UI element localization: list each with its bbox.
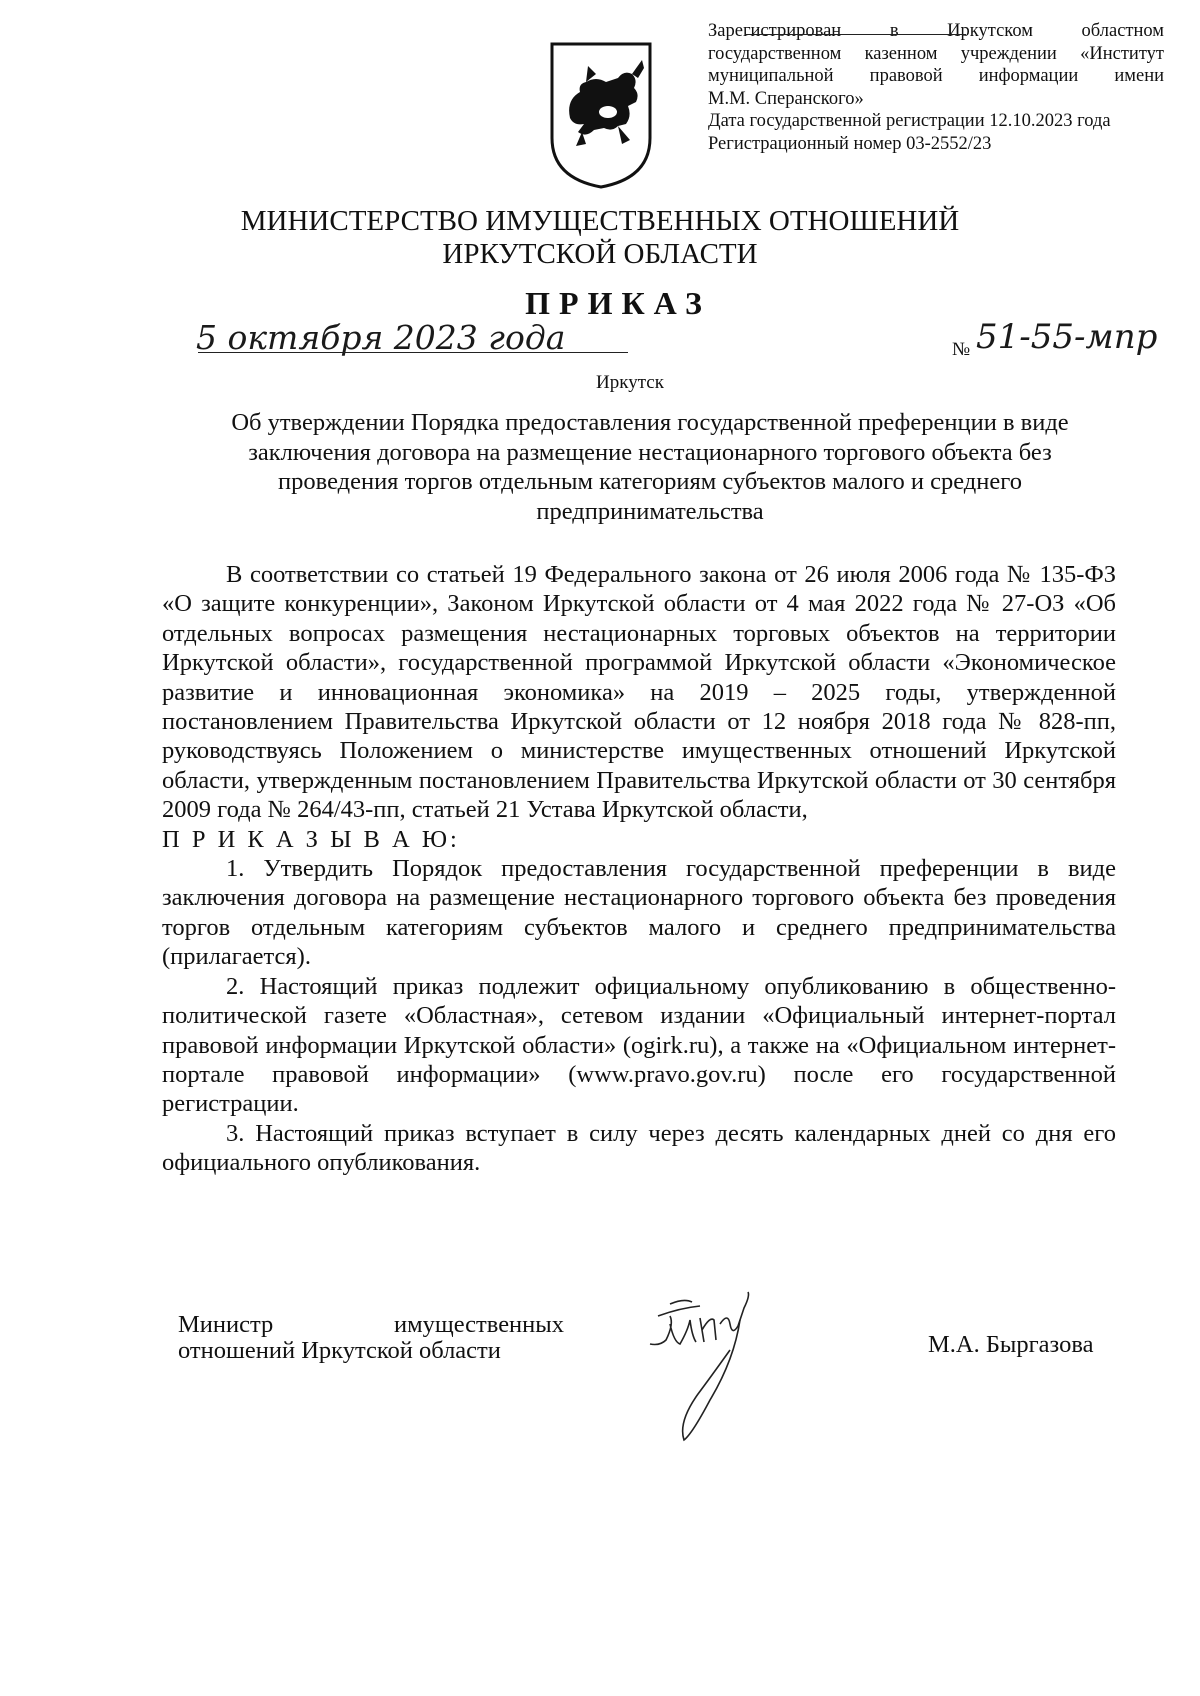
- order-item-2: 2. Настоящий приказ подлежит официальному опубликованию в общественно-политической газете «Областная», сетевом издании «Официальный интернет-портал правовой информации Иркутской области» (ogirk.ru), а также на «Официальном интернет-портале правовой информации» (www.pravo.gov.ru) после его государственной регистрации.: [162, 972, 1116, 1118]
- handwritten-signature-icon: [640, 1290, 800, 1458]
- registration-rule: [746, 34, 966, 35]
- signatory-name: М.А. Быргазова: [928, 1331, 1094, 1358]
- date-underline: [198, 352, 628, 353]
- number-label: №: [952, 339, 971, 360]
- order-subject: Об утверждении Порядка предоставления государственной преференции в виде заключения договора на размещение нестационарного торгового объекта без проведения торгов отдельным категориям субъектов малого и среднего предпринимательства: [231, 409, 1069, 525]
- order-title: ПРИКАЗ: [525, 285, 711, 321]
- order-item-1: 1. Утвердить Порядок предоставления государственной преференции в виде заключения договора на размещение нестационарного торгового объекта без проведения торгов отдельным категориям субъектов малого и среднего предпринимательства (прилагается).: [162, 855, 1116, 971]
- registration-line: Регистрационный номер 03-2552/23: [708, 133, 992, 154]
- registration-line: государственном казенном учреждении «Институт: [708, 43, 1164, 64]
- order-directive-word: П Р И К А З Ы В А Ю:: [162, 825, 460, 853]
- ministry-line: МИНИСТЕРСТВО ИМУЩЕСТВЕННЫХ ОТНОШЕНИЙ: [240, 205, 960, 237]
- order-body: [162, 560, 1116, 1178]
- registration-line: муниципальной правовой информации имени: [708, 66, 1164, 86]
- registration-line: Зарегистрирован в Иркутском областном: [708, 21, 1164, 41]
- signatory-title: [178, 1312, 564, 1364]
- ministry-name: [0, 205, 1200, 271]
- preamble-paragraph: В соответствии со статьей 19 Федерального закона от 26 июля 2006 года № 135-ФЗ «О защите конкуренции», Законом Иркутской области от 4 мая 2022 года № 27-ОЗ «Об отдельных вопросах размещения нестационарных торговых объектов на территории Иркутской области», государственной программой Иркутской области «Экономическое развитие и инновационная экономика» на 2019 – 2025 годы, утвержденной постановлением Правительства Иркутской области от 12 ноября 2018 года № 828-пп, руководствуясь Положением о министерстве имущественных отношений Иркутской области, утвержденным постановлением Правительства Иркутской области от 30 сентября 2009 года № 264/43-пп, статьей 21 Устава Иркутской области,: [162, 561, 1116, 824]
- signatory-title-line: Министр имущественных: [178, 1311, 564, 1338]
- handwritten-order-number: 51-55-мпр: [976, 317, 1158, 357]
- order-item-3: 3. Настоящий приказ вступает в силу через десять календарных дней со дня его официального опубликования.: [162, 1119, 1116, 1177]
- handwritten-date: 5 октября 2023 года: [196, 318, 566, 357]
- city: Иркутск: [596, 372, 664, 393]
- ministry-line: ИРКУТСКОЙ ОБЛАСТИ: [442, 238, 758, 270]
- signatory-title-line: отношений Иркутской области: [178, 1337, 501, 1364]
- registration-line: Дата государственной регистрации 12.10.2023 года: [708, 111, 1111, 131]
- registration-stamp: [708, 20, 1164, 155]
- irkutsk-babr-coat-of-arms-icon: [548, 40, 654, 190]
- registration-line: М.М. Сперанского»: [708, 88, 864, 109]
